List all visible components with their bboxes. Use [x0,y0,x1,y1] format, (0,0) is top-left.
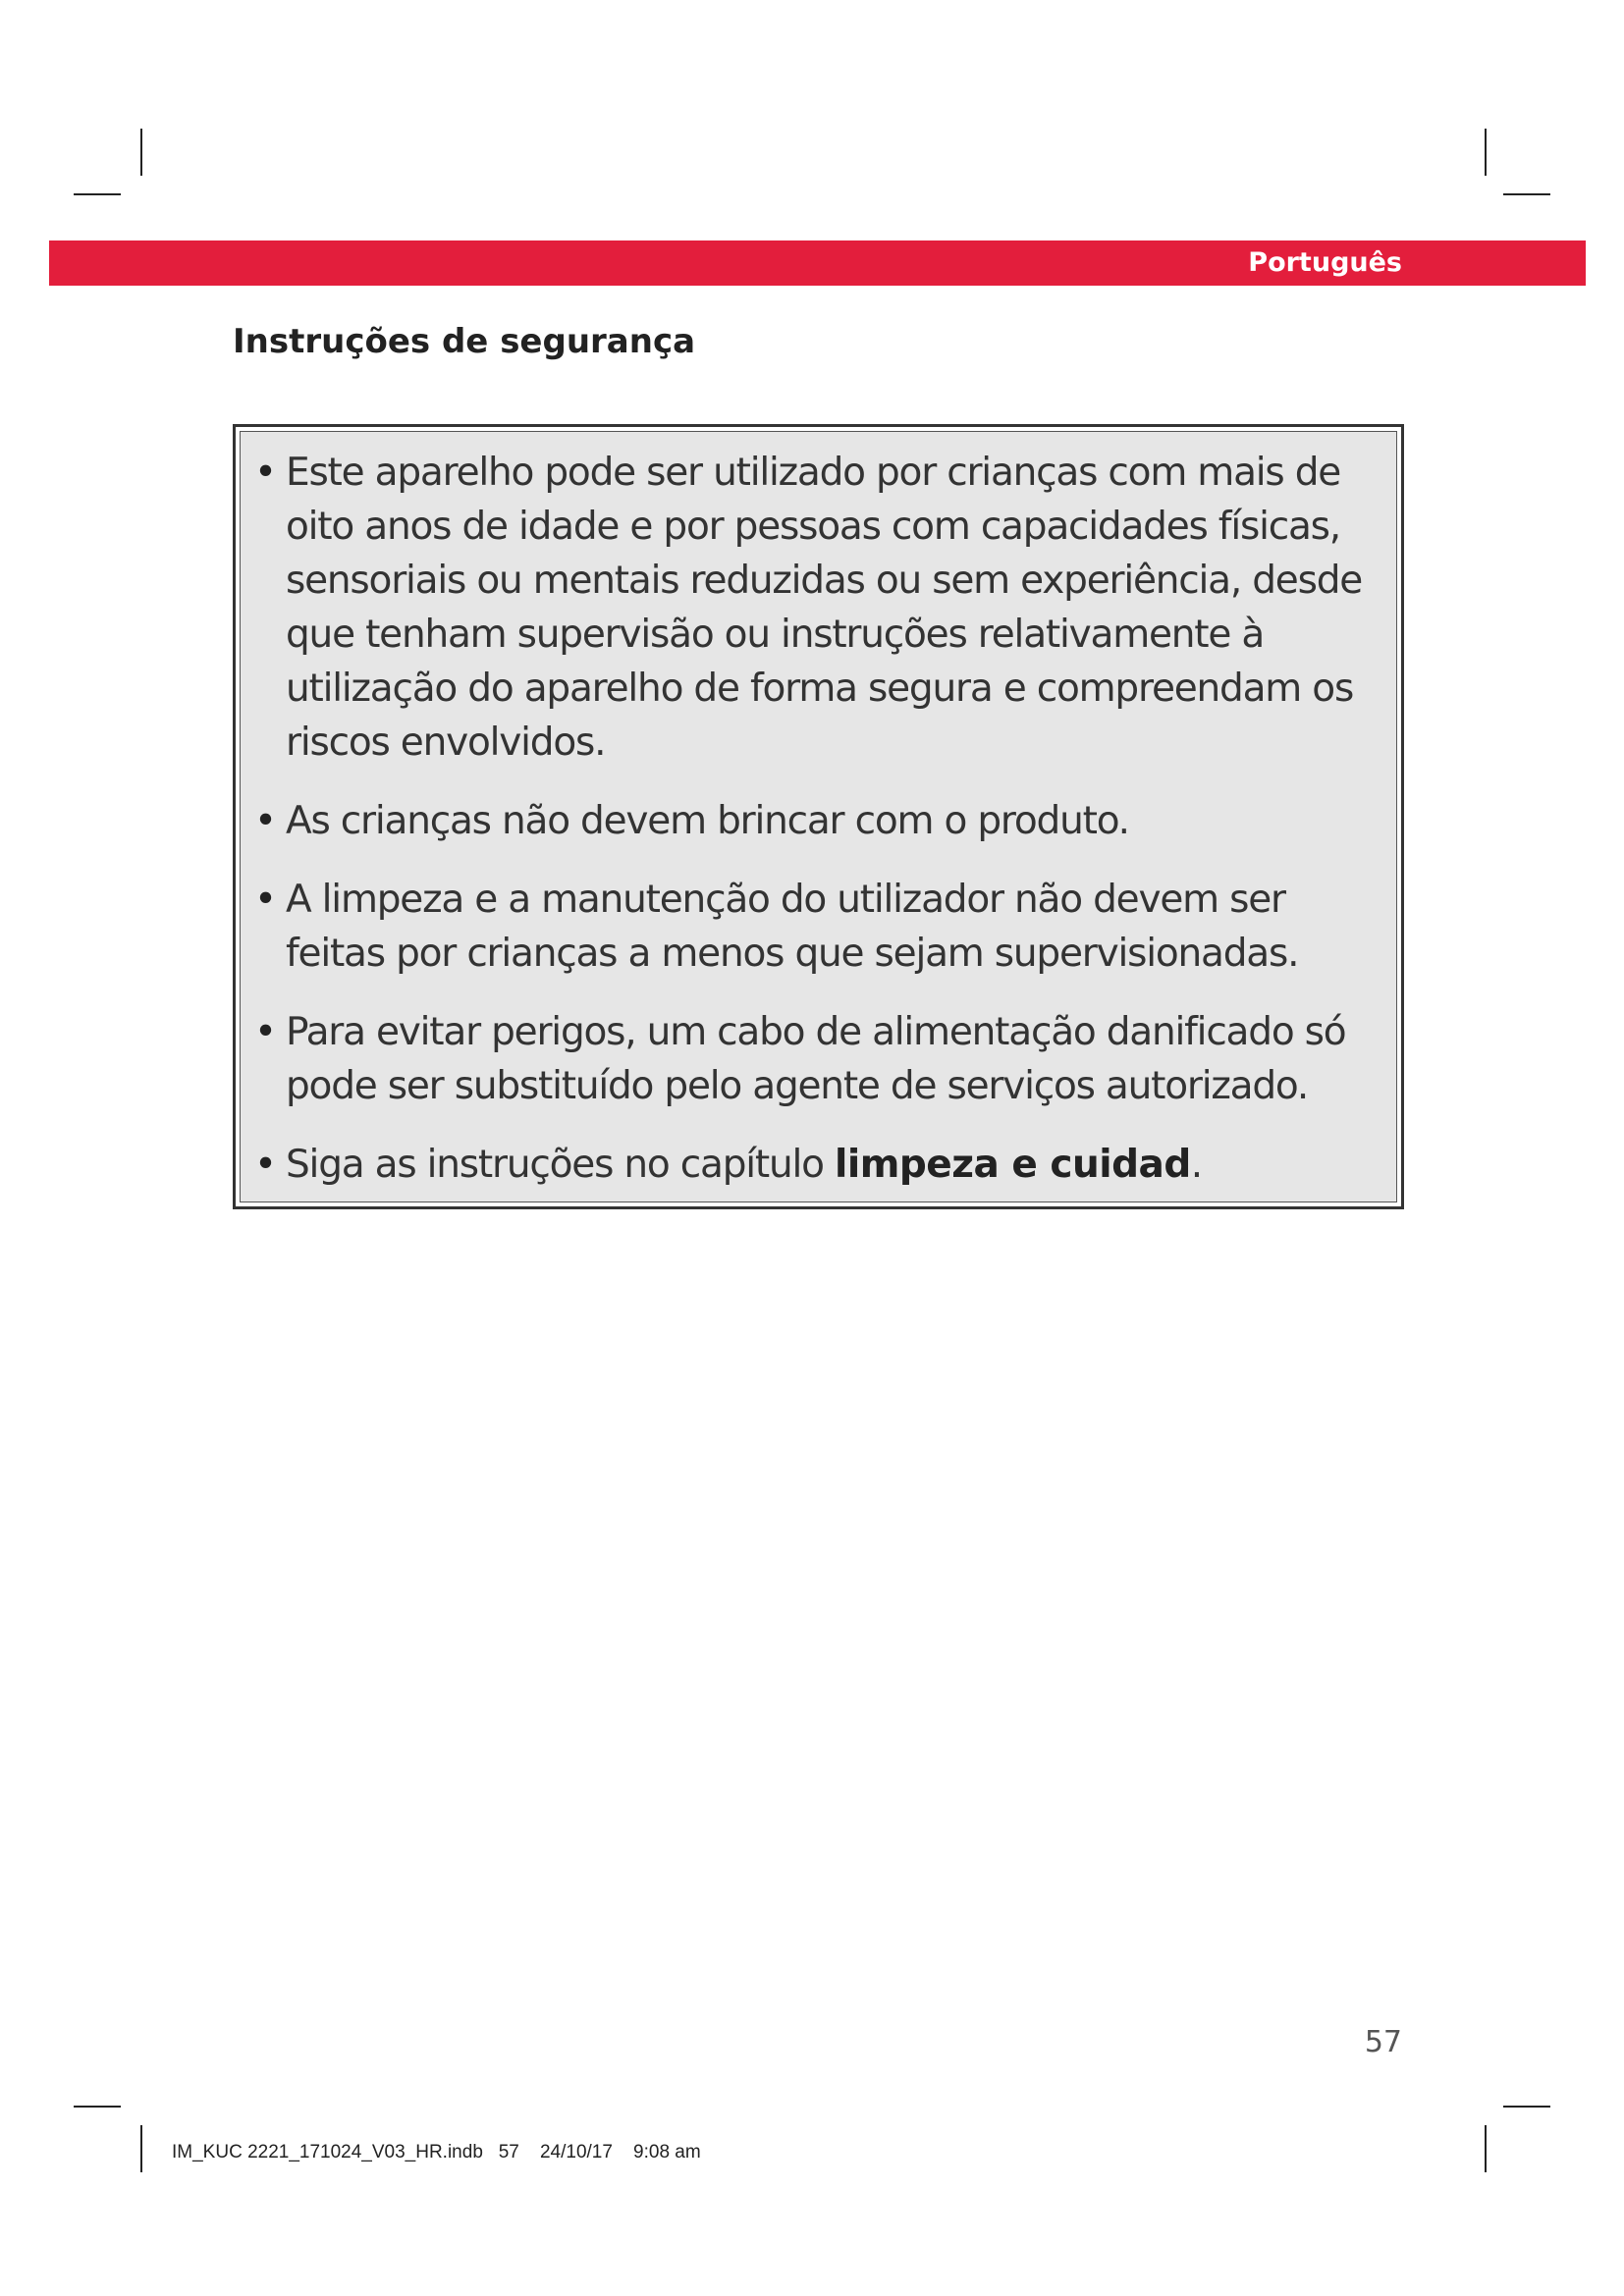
crop-mark-top-right-vertical [1485,129,1487,176]
crop-mark-top-left-vertical [140,129,142,176]
language-header-bar [49,240,1586,286]
bullet-icon: • [254,1010,276,1054]
crop-mark-bottom-right-vertical [1485,2125,1487,2172]
safety-instructions-list [254,446,1386,1192]
crop-mark-top-left-horizontal [74,193,121,195]
safety-item-cleaning-maintenance [254,873,1386,981]
safety-item-children-no-play [254,794,1386,848]
bullet-icon: • [254,878,276,922]
safety-item-power-cord [254,1005,1386,1113]
chapter-reference: limpeza e cuidad [835,1143,1191,1187]
safety-item-text: A limpeza e a manutenção do utilizador não devem ser feitas por crianças a menos que sejam supervisionadas. [286,878,1299,976]
safety-item-text: Este aparelho pode ser utilizado por crianças com mais de oito anos de idade e por pessoas com capacidades físicas, sensoriais ou mentais reduzidas ou sem experiência, desde que tenham supervisão ou instruções relativamente à utilização do aparelho de forma segura e compreendam os riscos envolvidos. [286,451,1363,765]
safety-item-follow-chapter [254,1138,1386,1192]
safety-instructions-box-inner [240,431,1397,1202]
bullet-icon: • [254,451,276,495]
safety-item-text-suffix: . [1190,1143,1202,1187]
bullet-icon: • [254,1143,276,1187]
safety-item-text: Para evitar perigos, um cabo de alimentação danificado só pode ser substituído pelo agente de serviços autorizado. [286,1010,1346,1108]
safety-item-text: As crianças não devem brincar com o produto. [286,799,1129,843]
crop-mark-bottom-right-horizontal [1503,2106,1550,2108]
print-file-info: IM_KUC 2221_171024_V03_HR.indb 57 24/10/17 9:08 am [172,2142,701,2163]
bullet-icon: • [254,799,276,843]
crop-mark-top-right-horizontal [1503,193,1550,195]
page-number: 57 [1364,2025,1402,2059]
crop-mark-bottom-left-vertical [140,2125,142,2172]
crop-mark-bottom-left-horizontal [74,2106,121,2108]
language-label: Português [1248,247,1402,278]
safety-instructions-box [233,424,1404,1209]
safety-item-text-prefix: Siga as instruções no capítulo [286,1143,835,1187]
section-title: Instruções de segurança [233,322,696,361]
safety-item-children-and-reduced-capacity [254,446,1386,770]
